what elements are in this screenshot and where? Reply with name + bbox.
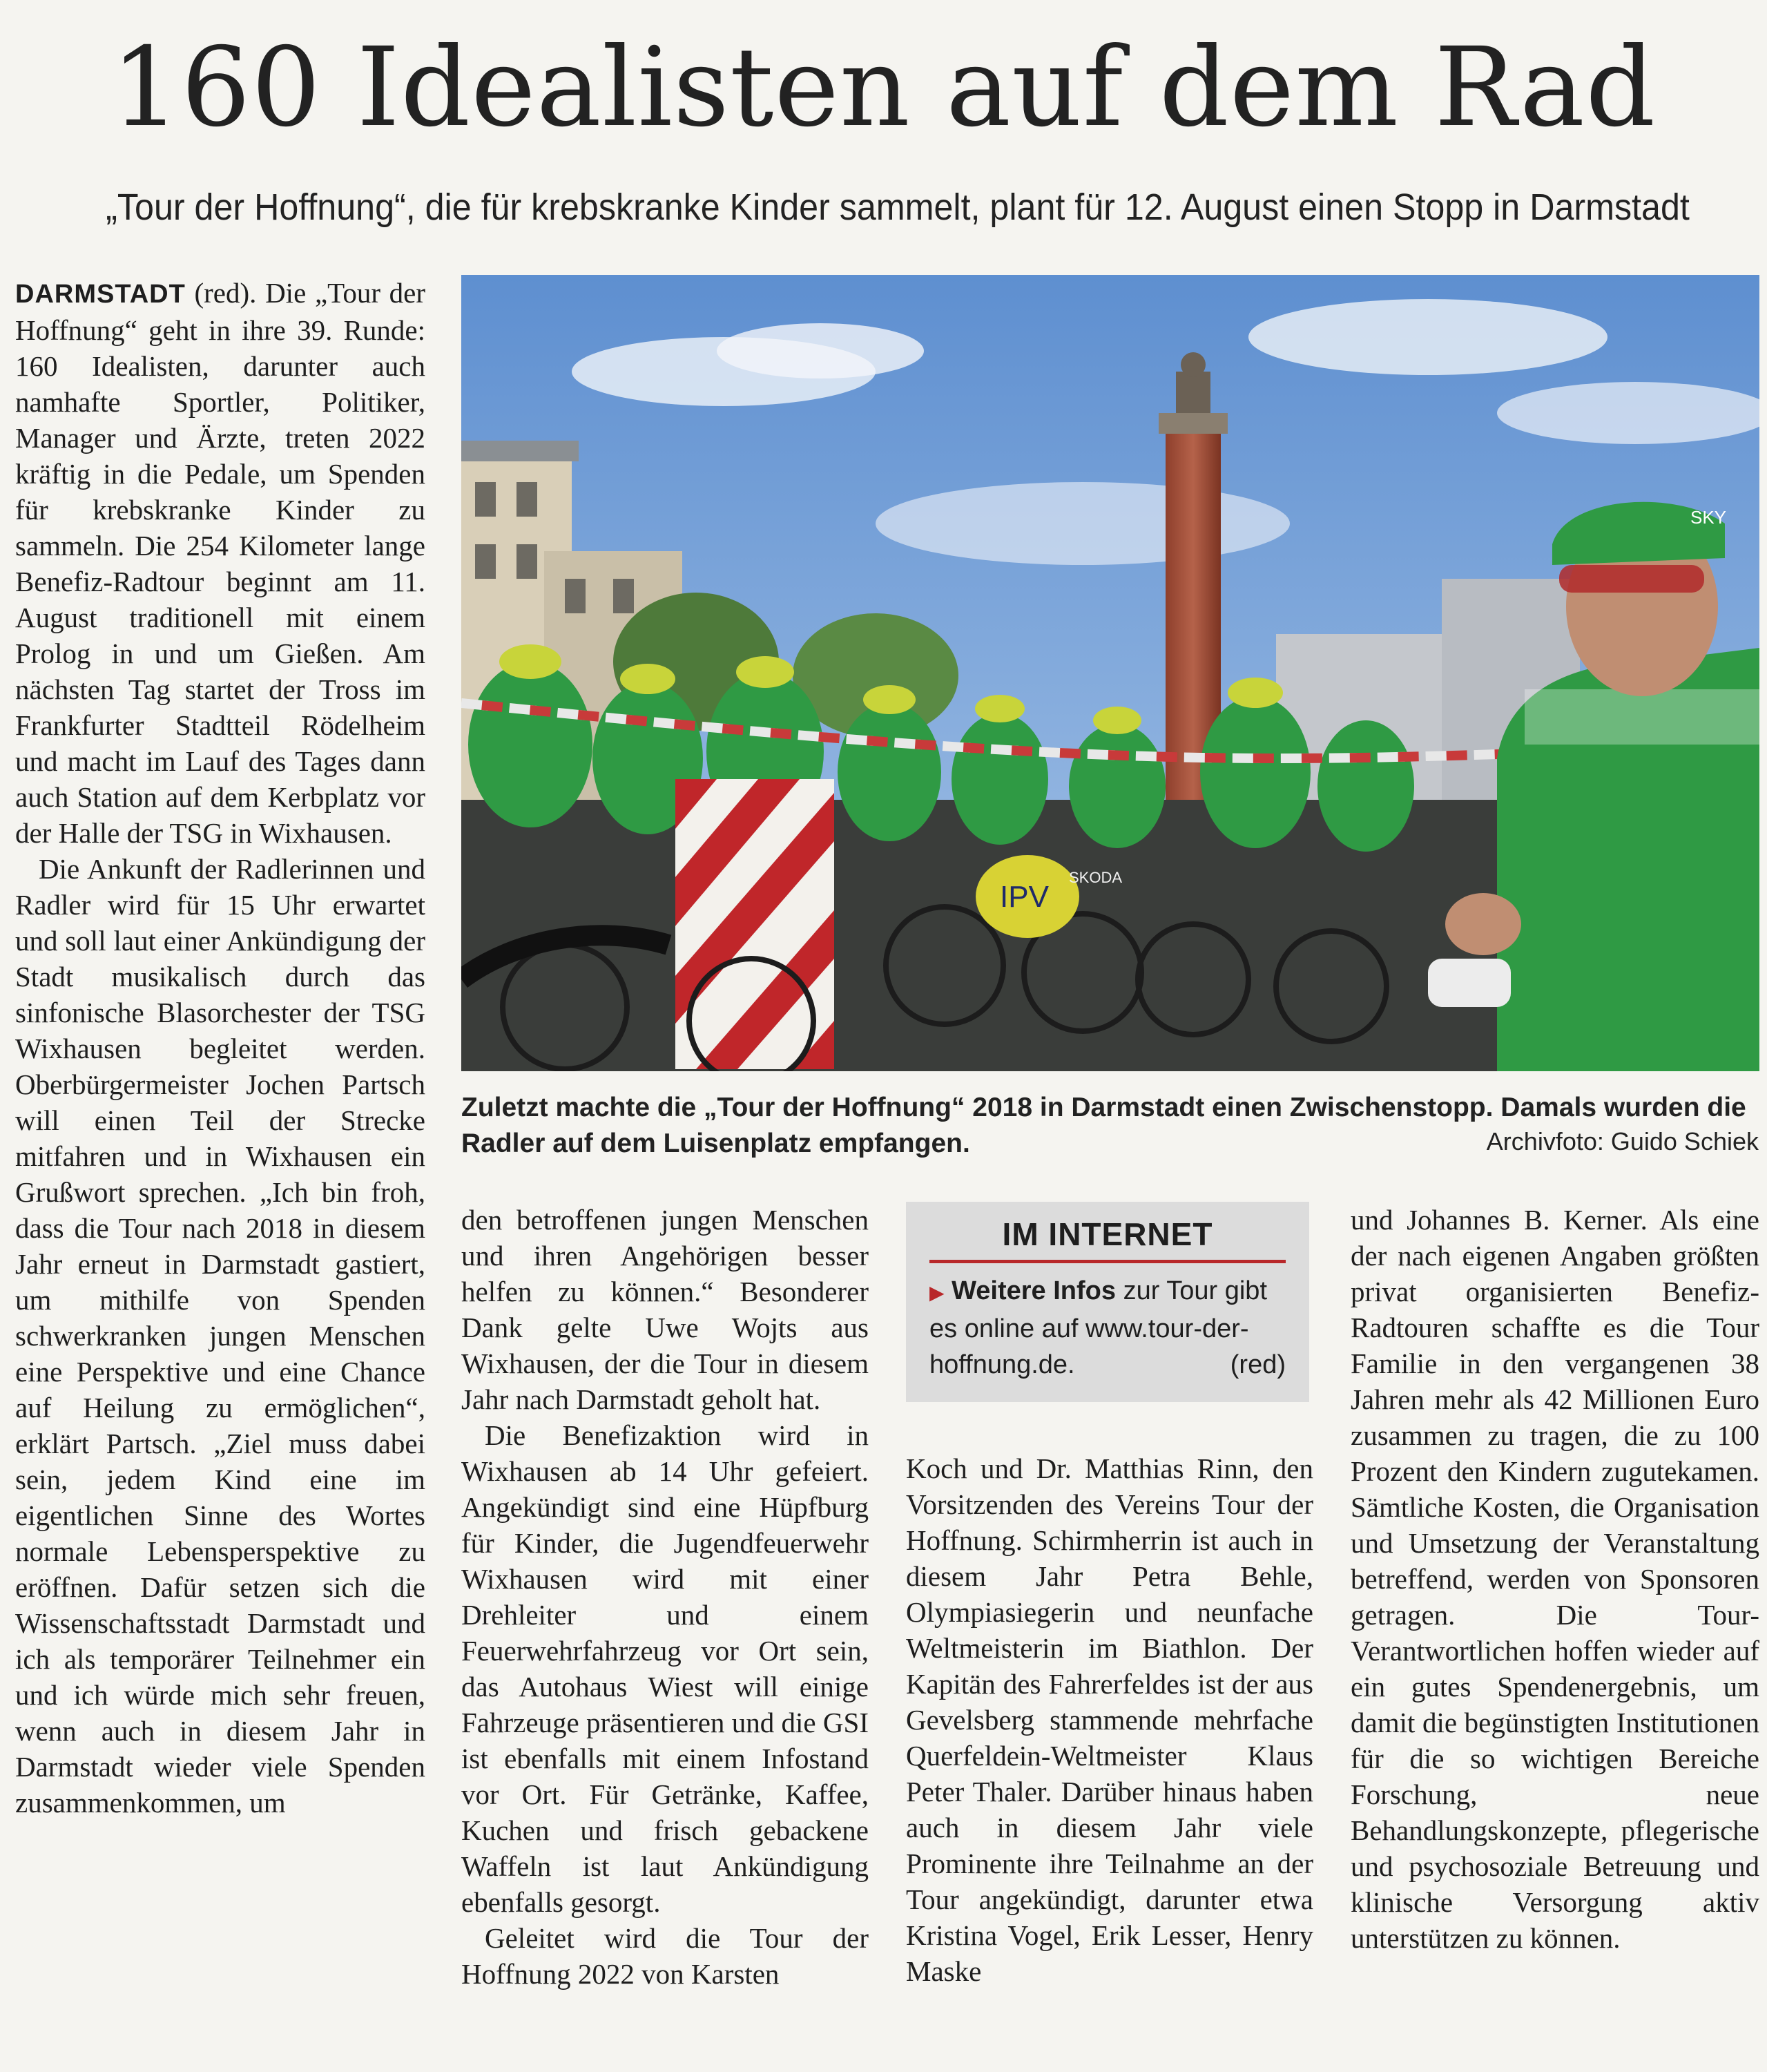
article-column-4: [1351, 1202, 1759, 1956]
dateline: DARMSTADT: [15, 280, 186, 309]
infobox-title: IM INTERNET: [1002, 1216, 1213, 1252]
cyclists-photo-illustration: [461, 275, 1759, 1071]
triangle-right-icon: ▶: [929, 1282, 945, 1303]
paragraph: und Johannes B. Kerner. Als eine der nach eigenen Angaben größten privat organisierten Benefiz-Radtouren schaffte es die Tour Familie in den vergangenen 38 Jahren mehr als 42 Millionen Euro zusammen zu tragen, die zu 100 Prozent den Kindern zugutekamen. Sämtliche Kosten, die Organisation und Umsetzung der Veranstaltung betreffend, werden von Sponsoren getragen. Die Tour-Verantwortlichen hoffen wieder auf ein gutes Spendenergebnis, um damit die begünstigten Institutionen für die so wichtigen Bereiche Forschung, neue Behandlungskonzepte, pflegerische und psychosoziale Betreuung und klinische Versorgung aktiv unterstützen zu können.: [1351, 1204, 1759, 1954]
jersey-text: SKODA: [1069, 869, 1123, 886]
helmet-text: IPV: [1000, 880, 1049, 914]
article-photo: [461, 275, 1759, 1071]
photo-caption: Zuletzt machte die „Tour der Hoffnung“ 2018 in Darmstadt einen Zwischenstopp. Damals wurden die Radler auf dem Luisenplatz empfangen.: [461, 1093, 1746, 1158]
infobox-author-tag: (red): [1230, 1350, 1286, 1379]
cap-text: SKY: [1690, 507, 1727, 528]
paragraph: Geleitet wird die Tour der Hoffnung 2022 von Karsten: [461, 1922, 869, 1990]
infobox-text: [906, 1263, 1309, 1383]
paragraph: Koch und Dr. Matthias Rinn, den Vorsitzenden des Vereins Tour der Hoffnung. Schirmherrin ist auch in diesem Jahr Petra Behle, Olympiasiegerin und neunfache Weltmeisterin im Biathlon. Der Kapitän des Fahrerfeldes ist der aus Gevelsberg stammende mehrfache Querfeldein-Weltmeister Klaus Peter Thaler. Darüber hinaus haben auch in diesem Jahr viele Prominente ihre Teilnahme an der Tour angekündigt, darunter etwa Kristina Vogel, Erik Lesser, Henry Maske: [906, 1452, 1313, 1987]
photo-credit: Archivfoto: Guido Schiek: [1486, 1127, 1759, 1155]
infobox-body: zur Tour gibt es online auf www.tour-der-hoffnung.de.: [929, 1276, 1267, 1379]
paragraph: Die Benefizaktion wird in Wixhausen ab 14 Uhr gefeiert. Angekündigt sind eine Hüpfburg für Kinder, die Jugendfeuerwehr Wixhausen wird mit einer Drehleiter und einem Feuerwehrfahrzeug vor Ort sein, das Autohaus Wiest will einige Fahrzeuge präsentieren und die GSI ist ebenfalls mit einem Infostand vor Ort. Für Getränke, Kaffee, Kuchen und frisch gebackene Waffeln ist laut Ankündigung ebenfalls gesorgt.: [461, 1419, 869, 1918]
article-column-2: [461, 1202, 869, 1992]
article-column-3: [906, 1450, 1313, 1989]
paragraph: Die Ankunft der Radlerinnen und Radler wird für 15 Uhr erwartet und soll laut einer Ankündigung der Stadt musikalisch durch das sinfonische Blasorchester der TSG Wixhausen begleitet werden. Oberbürgermeister Jochen Partsch will einen Teil der Strecke mitfahren und in Wixhausen ein Grußwort sprechen. „Ich bin froh, dass die Tour nach 2018 in diesem Jahr erneut in Darmstadt gastiert, um mithilfe von Spenden schwerkranken jungen Menschen eine Perspektive und eine Chance auf Heilung zu ermöglichen“, erklärt Partsch. „Ziel muss dabei sein, jedem Kind eine im eigentlichen Sinne des Wortes normale Lebensperspektive zu eröffnen. Dafür setzen sich die Wissenschaftsstadt Darmstadt und ich als temporärer Teilnehmer ein und ich würde mich sehr freuen, wenn auch in diesem Jahr in Darmstadt wieder viele Spenden zusammenkommen, um: [15, 853, 425, 1819]
paragraph: den betroffenen jungen Menschen und ihren Angehörigen besser helfen zu können.“ Besonderer Dank gelte Uwe Wojts aus Wixhausen, der die Tour in diesem Jahr nach Darmstadt geholt hat.: [461, 1204, 869, 1415]
headline: 160 Idealisten auf dem Rad: [110, 24, 1657, 151]
subheadline: „Tour der Hoffnung“, die für krebskranke Kinder sammelt, plant für 12. August einen Stopp in Darmstadt: [106, 186, 1690, 228]
paragraph-text: (red). Die „Tour der Hoffnung“ geht in ihre 39. Runde: 160 Idealisten, darunter auch namhafte Sportler, Politiker, Manager und Ärzte, treten 2022 kräftig in die Pedale, um Spenden für krebskranke Kinder zu sammeln. Die 254 Kilometer lange Benefiz-Radtour beginnt am 11. August traditionell mit einem Prolog in und um Gießen. Am nächsten Tag startet der Tross im Frankfurter Stadtteil Rödelheim und macht im Lauf des Tages dann auch Station auf dem Kerbplatz vor der Halle der TSG in Wixhausen.: [15, 277, 425, 849]
infobox-lead: Weitere Infos: [952, 1276, 1117, 1305]
article-column-1: [15, 275, 425, 1821]
paragraph: [15, 275, 425, 851]
internet-infobox: [906, 1202, 1309, 1402]
